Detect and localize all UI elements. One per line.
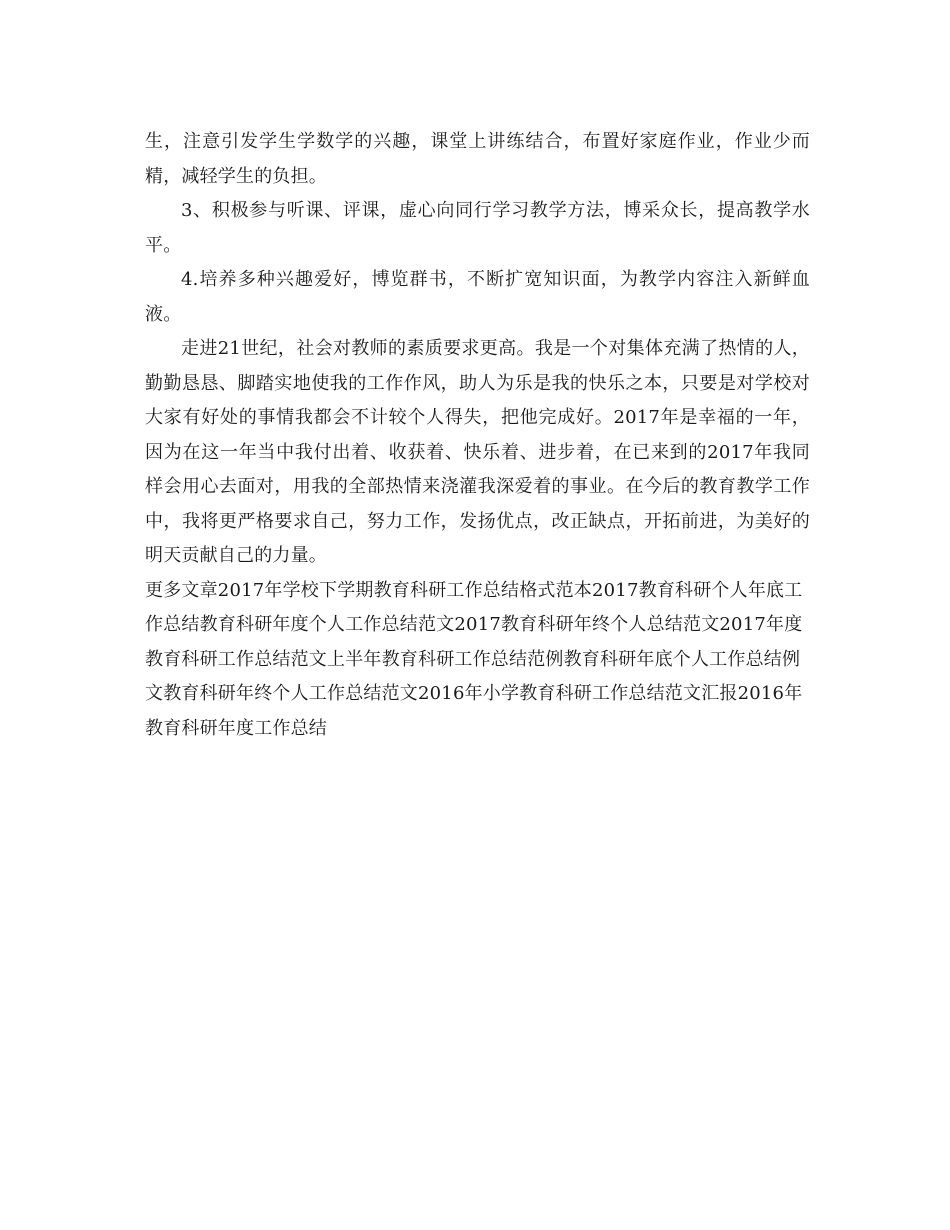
paragraph-item-4: 4.培养多种兴趣爱好，博览群书，不断扩宽知识面，为教学内容注入新鲜血液。 <box>145 269 810 325</box>
paragraph-conclusion: 走进21世纪，社会对教师的素质要求更高。我是一个对集体充满了热情的人，勤勤恳恳、脚踏实地使我的工作作风，助人为乐是我的快乐之本，只要是对学校对大家有好处的事情我都会不计较个人得失，把他完成好。2017年是幸福的一年，因为在这一年当中我付出着、收获着、快乐着、进步着，在已来到的2017年我同样会用心去面对，用我的全部热情来浇灌我深爱着的事业。在今后的教育教学工作中，我将更严格要求自己，努力工作，发扬优点，改正缺点，开拓前进，为美好的明天贡献自己的力量。 <box>145 338 810 566</box>
paragraph-item-3: 3、积极参与听课、评课，虚心向同行学习教学方法，博采众长，提高教学水平。 <box>145 200 810 256</box>
document-body <box>145 125 810 746</box>
more-articles-links[interactable]: 更多文章2017年学校下学期教育科研工作总结格式范本2017教育科研个人年底工作总结教育科研年度个人工作总结范文2017教育科研年终个人总结范文2017年度教育科研工作总结范文上半年教育科研工作总结范例教育科研年底个人工作总结例文教育科研年终个人工作总结范文2016年小学教育科研工作总结范文汇报2016年教育科研年度工作总结 <box>145 579 803 739</box>
paragraph-continuation: 生，注意引发学生学数学的兴趣，课堂上讲练结合，布置好家庭作业，作业少而精，减轻学生的负担。 <box>145 131 810 187</box>
